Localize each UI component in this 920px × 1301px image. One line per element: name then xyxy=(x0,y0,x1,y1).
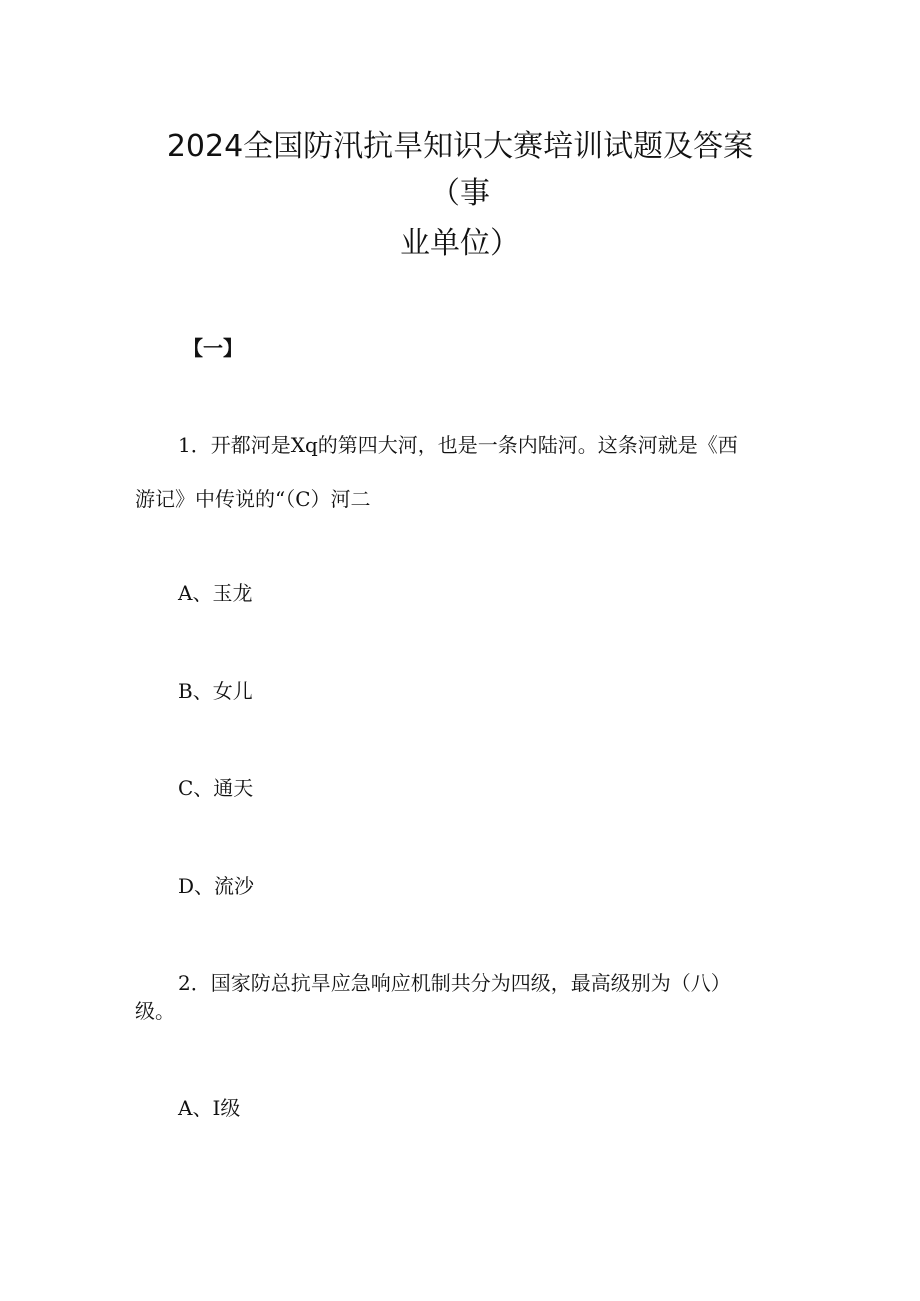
document-title-line-3: 业单位） xyxy=(400,226,520,261)
document-title-line-2: （事 xyxy=(430,176,490,211)
question-1-option-c: C、通天 xyxy=(178,776,254,800)
question-2-line-1: 2．国家防总抗旱应急响应机制共分为四级，最高级别为（八） xyxy=(178,971,731,995)
document-title-line-1: 2024全国防汛抗旱知识大赛培训试题及答案 xyxy=(166,129,754,164)
section-heading: 【一】 xyxy=(183,336,243,360)
question-1-option-a: A、玉龙 xyxy=(178,581,253,605)
question-2-option-a: A、I级 xyxy=(178,1096,241,1120)
question-1-line-1: 1．开都河是Xq的第四大河，也是一条内陆河。这条河就是《西 xyxy=(178,433,738,457)
question-1-option-b: B、女儿 xyxy=(178,679,253,703)
question-1-option-d: D、流沙 xyxy=(178,874,255,898)
question-1-line-2: 游记》中传说的“（C）河二 xyxy=(135,487,371,511)
question-2-line-2: 级。 xyxy=(135,999,175,1023)
